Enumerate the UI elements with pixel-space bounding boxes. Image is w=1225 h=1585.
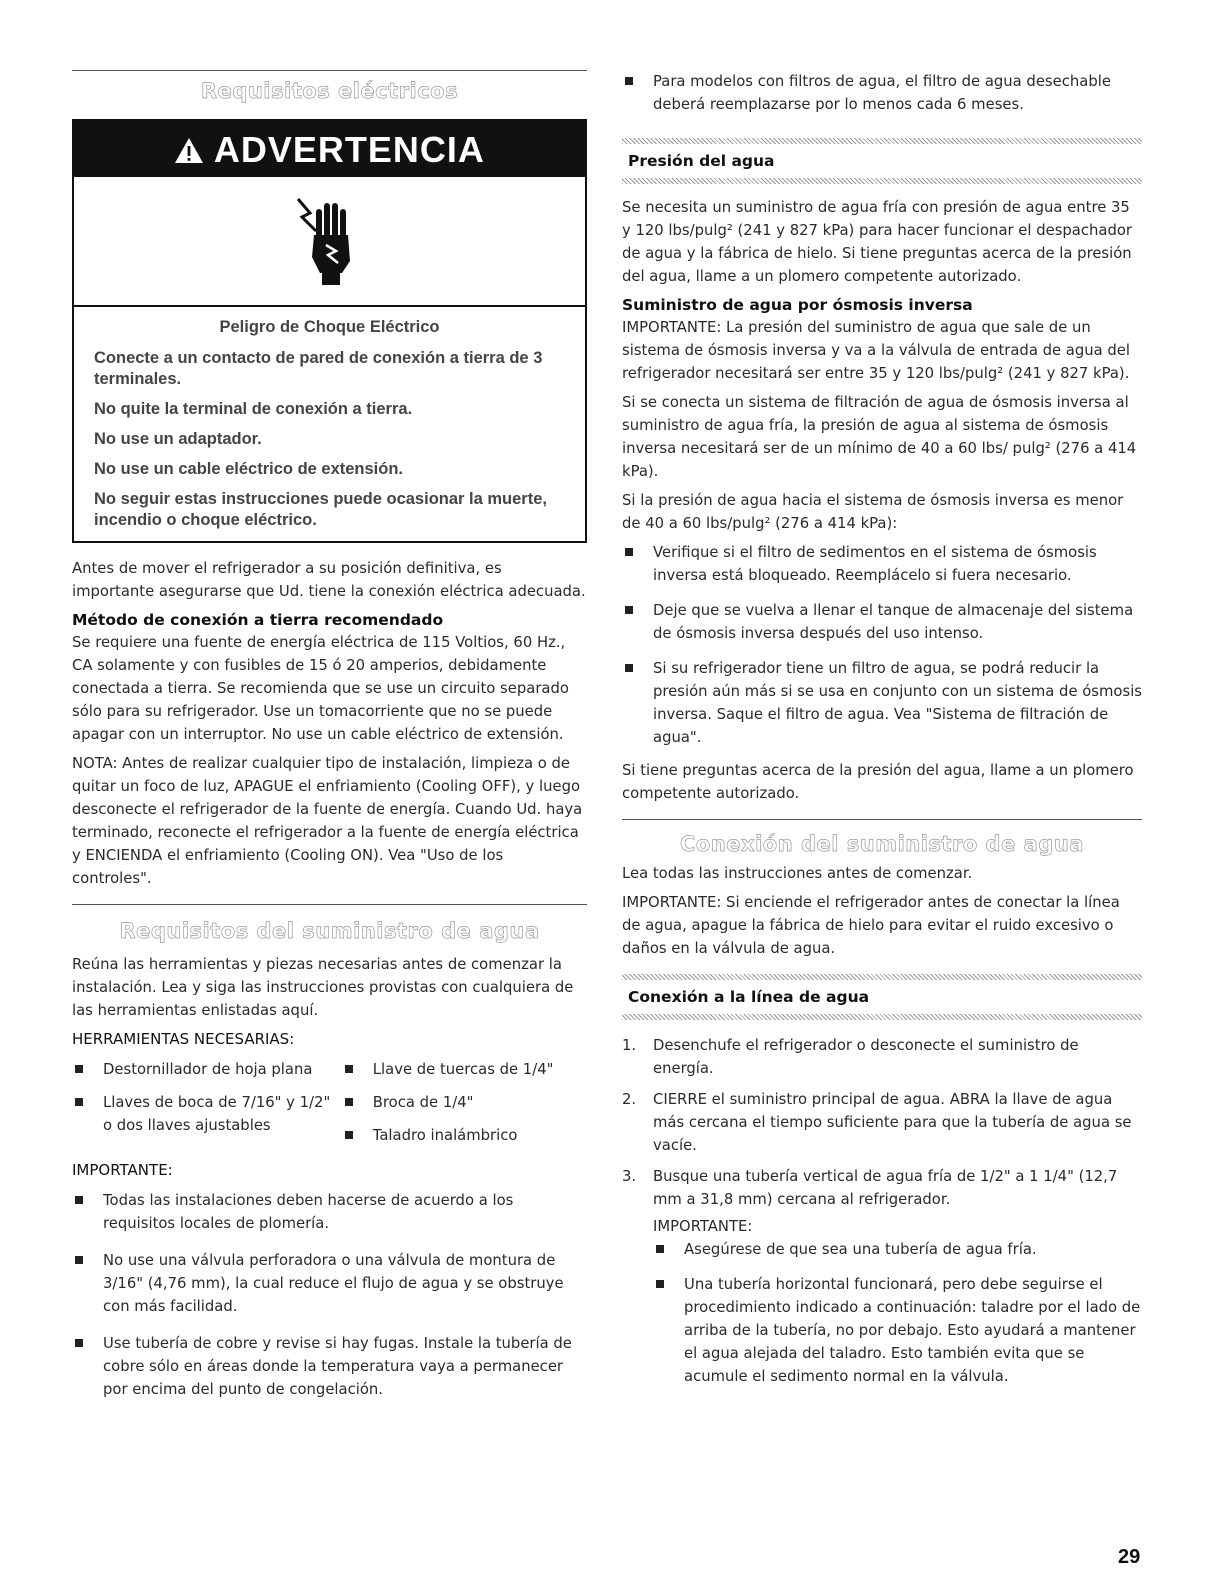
warning-triangle-icon [174,129,214,170]
paragraph: Se necesita un suministro de agua fría con presión de agua entre 35 y 120 lbs/pulg² (241 y 827 kPa) para hacer funcionar el despachador de agua y la fábrica de hielo. Si tiene preguntas acerca de la presión del agua, llame a un plomero competente autorizado. [622,199,1132,285]
warning-header: ADVERTENCIA [74,121,585,177]
paragraph: Se requiere una fuente de energía eléctrica de 115 Voltios, 60 Hz., CA solamente y con fusibles de 15 ó 20 amperios, debidamente conectada a tierra. Se recomienda que se use un circuito separado sólo para su refrigerador. Use un tomacorriente que no se puede apagar con un interruptor. No use un cable eléctrico de extensión. [72,634,569,743]
list-item: Una tubería horizontal funcionará, pero debe seguirse el procedimiento indicado a continuación: taladre por el lado de arriba de la tubería, no por debajo. Esto ayudará a mantener el agua alejada del taladro. Esto también evita que se acumule el sedimento normal en la válvula. [653,1273,1142,1388]
filter-list [622,70,1142,116]
step-item: 3. Busque una tubería vertical de agua fría de 1/2" a 1 1/4" (12,7 mm a 31,8 mm) cercana al refrigerador. IMPORTANTE: Asegúrese de que sea una tubería de agua fría. Una tubería horizontal funcionará, pero debe seguirse el procedimiento indicado a continuación: taladre por el lado de arriba de la tubería, no por debajo. Esto ayudará a mantener el agua alejada del taladro. Esto también evita que se acumule el sedimento normal en la válvula. [622,1165,1142,1388]
right-column [622,70,1142,1396]
step-item: 1. Desenchufe el refrigerador o desconecte el suministro de energía. [622,1037,1079,1077]
list-item: Broca de 1/4" [342,1091,587,1114]
list-item: Si su refrigerador tiene un filtro de agua, se podrá reducir la presión aún más si se usa en conjunto con un sistema de ósmosis inversa. Saque el filtro de agua. Vea "Sistema de filtración de agua". [622,657,1142,749]
warning-box [72,119,587,543]
warning-line: No seguir estas instrucciones puede ocasionar la muerte, incendio o choque eléctrico. [94,490,547,529]
paragraph: Si la presión de agua hacia el sistema de ósmosis inversa es menor de 40 a 60 lbs/pulg² (276 a 414 kPa): [622,492,1124,532]
list-item: Taladro inalámbrico [342,1124,587,1147]
list-item: Destornillador de hoja plana [72,1058,342,1081]
warning-line: Conecte a un contacto de pared de conexión a tierra de 3 terminales. [94,349,543,388]
paragraph: IMPORTANTE: Si enciende el refrigerador antes de conectar la línea de agua, apague la fábrica de hielo para evitar el ruido excesivo o daños en la válvula de agua. [622,894,1120,957]
list-item: Llave de tuercas de 1/4" [342,1058,587,1081]
steps-list [622,1034,1142,1388]
tools-list [72,1058,587,1157]
paragraph: Lea todas las instrucciones antes de comenzar. [622,865,973,882]
electric-shock-hand-icon [74,177,585,307]
list-item: Llaves de boca de 7/16" y 1/2" o dos llaves ajustables [72,1091,342,1137]
list-item: Use tubería de cobre y revise si hay fugas. Instale la tubería de cobre sólo en áreas donde la temperatura vaya a permanecer por encima del punto de congelación. [72,1332,587,1401]
step-important-list [653,1238,1142,1388]
left-column [72,70,587,1411]
list-item: Asegúrese de que sea una tubería de agua fría. [653,1238,1142,1261]
list-item: Para modelos con filtros de agua, el filtro de agua desechable deberá reemplazarse por lo menos cada 6 meses. [622,70,1142,116]
important-list [72,1189,587,1401]
warning-line: No use un cable eléctrico de extensión. [94,460,404,478]
list-item: Todas las instalaciones deben hacerse de acuerdo a los requisitos locales de plomería. [72,1189,587,1235]
tools-label: HERRAMIENTAS NECESARIAS: [72,1030,295,1048]
step-important-label: IMPORTANTE: [653,1218,753,1235]
warning-body [74,307,585,541]
paragraph: Si tiene preguntas acerca de la presión del agua, llame a un plomero competente autorizado. [622,762,1134,802]
important-label: IMPORTANTE: [72,1161,173,1179]
subheading-band [622,980,1142,1014]
paragraph: Si se conecta un sistema de filtración de agua de ósmosis inversa al suministro de agua fría, la presión de agua al sistema de ósmosis inversa necesitará ser de un mínimo de 40 a 60 lbs/ pulg² (276 a 414 kPa). [622,394,1137,480]
osmosis-list [622,541,1142,749]
subheading-pressure: Presión del agua [628,152,775,170]
list-item: Deje que se vuelva a llenar el tanque de almacenaje del sistema de ósmosis inversa después del uso intenso. [622,599,1142,645]
list-item: No use una válvula perforadora o una válvula de montura de 3/16" (4,76 mm), la cual reduce el flujo de agua y se obstruye con más facilidad. [72,1249,587,1318]
subheading-band [622,144,1142,178]
note-paragraph: NOTA: Antes de realizar cualquier tipo de instalación, limpieza o de quitar un foco de luz, APAGUE el enfriamiento (Cooling OFF), y luego desconecte el refrigerador de la fuente de energía. Cuando Ud. haya terminado, reconecte el refrigerador a la fuente de energía eléctrica y ENCIENDA el enfriamiento (Cooling ON). Vea "Uso de los controles". [72,755,583,887]
warning-line: No use un adaptador. [94,430,262,448]
subheading-grounding: Método de conexión a tierra recomendado [72,611,444,629]
warning-line: No quite la terminal de conexión a tierra. [94,400,413,418]
section-title-water-supply: Requisitos del suministro de agua [119,919,540,943]
paragraph: IMPORTANTE: La presión del suministro de agua que sale de un sistema de ósmosis inversa y va a la válvula de entrada de agua del refrigerador necesitará ser entre 35 y 120 lbs/pulg² (241 y 827 kPa). [622,319,1130,382]
section-title-electrical: Requisitos eléctricos [200,79,459,103]
list-item: Verifique si el filtro de sedimentos en el sistema de ósmosis inversa está bloqueado. Reemplácelo si fuera necesario. [622,541,1142,587]
step-item: 2. CIERRE el suministro principal de agua. ABRA la llave de agua más cercana el tiempo suficiente para que la tubería de agua se vacíe. [622,1091,1132,1154]
warning-title: Peligro de Choque Eléctrico [219,318,440,336]
subheading-osmosis: Suministro de agua por ósmosis inversa [622,296,973,314]
subheading-water-line: Conexión a la línea de agua [628,988,870,1006]
paragraph: Antes de mover el refrigerador a su posición definitiva, es importante asegurarse que Ud. tiene la conexión eléctrica adecuada. [72,560,586,600]
page-number: 29 [1118,1546,1141,1568]
section-title-water-connection: Conexión del suministro de agua [680,832,1084,856]
paragraph: Reúna las herramientas y piezas necesarias antes de comenzar la instalación. Lea y siga las instrucciones provistas con cualquiera de las herramientas enlistadas aquí. [72,956,574,1019]
